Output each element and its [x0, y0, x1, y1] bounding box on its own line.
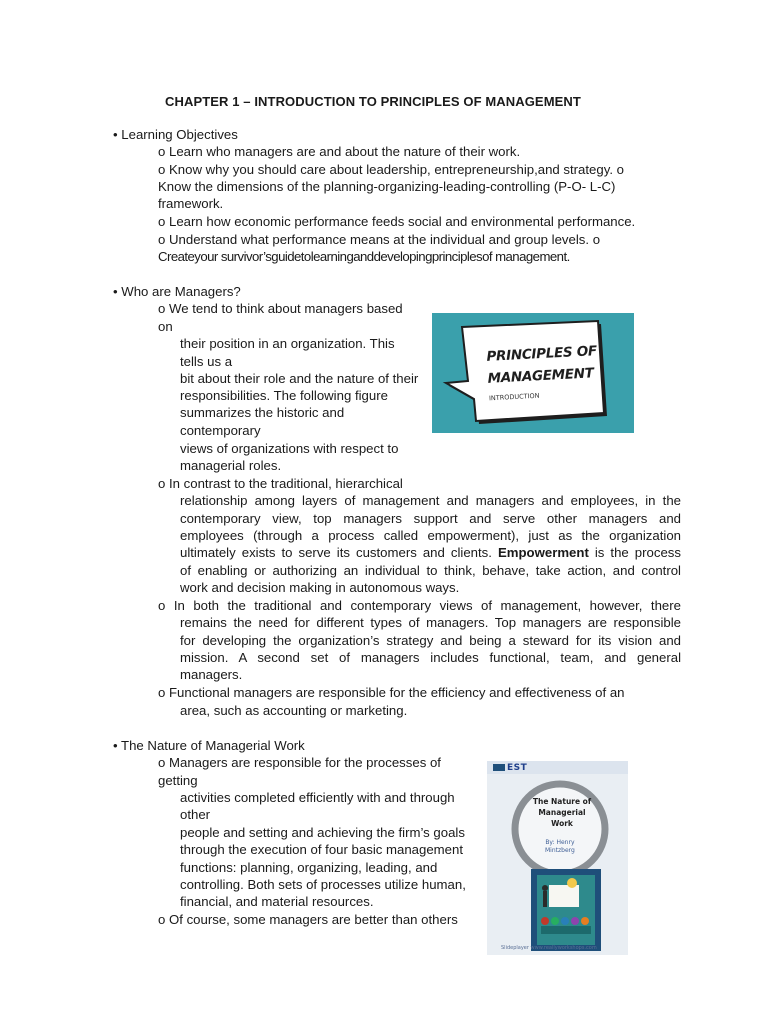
body-line: contemporary [180, 423, 261, 438]
justified-line: for developing the organization’s strategy and being a steward for its vision and [180, 633, 681, 648]
body-line: through the execution of four basic management [180, 842, 463, 857]
section-heading-learning-objectives: • Learning Objectives [113, 127, 238, 142]
empowerment-lead: ultimately exists to serve its customers and clients. [180, 545, 492, 560]
book-author [545, 839, 575, 855]
objective-line: o Learn who managers are and about the nature of their work. [158, 144, 521, 159]
body-line: activities completed efficiently with and through [180, 790, 455, 805]
body-line: o We tend to think about managers based [158, 301, 403, 316]
body-line: other [180, 807, 211, 822]
author-line: Mintzberg [545, 847, 575, 854]
justified-line: o In both the traditional and contemporary views of management, however, there [158, 598, 681, 613]
body-line: summarizes the historic and [180, 405, 345, 420]
body-line: managers. [180, 667, 243, 682]
publisher-logo: EST [507, 763, 528, 773]
figure-title-line: MANAGEMENT [487, 365, 595, 387]
objective-line: framework. [158, 196, 224, 211]
section-heading-who-are-managers: • Who are Managers? [113, 284, 241, 299]
empowerment-line [180, 544, 681, 561]
justified-line: relationship among layers of management and managers and employees, in the [180, 493, 681, 508]
body-line: o Managers are responsible for the processes of [158, 755, 441, 770]
figure-title [486, 340, 599, 390]
justified-line: contemporary view, top managers support and serve other managers and [180, 511, 681, 526]
body-line: o Of course, some managers are better than others [158, 912, 458, 927]
body-line: on [158, 319, 173, 334]
body-line: work and decision making in autonomous ways. [180, 580, 460, 595]
objective-line: o Know why you should care about leadership, entrepreneurship,and strategy. o [158, 162, 625, 177]
body-line: functions: planning, organizing, leading, and [180, 860, 438, 875]
principles-of-management-figure [432, 313, 634, 433]
body-line: getting [158, 773, 198, 788]
objective-line: Createyour survivor’sguidetolearninganddevelopingprinciplesof management. [158, 249, 570, 264]
managerial-work-book-cover [487, 761, 628, 955]
body-line: financial, and material resources. [180, 894, 374, 909]
body-line: o In contrast to the traditional, hierarchical [158, 476, 403, 491]
cover-footer: Slideplayer www.reallyworkshops.com [501, 945, 597, 951]
body-line: responsibilities. The following figure [180, 388, 388, 403]
justified-line: remains the need for different types of managers. Top managers are responsible [180, 615, 681, 630]
figure-title-line: PRINCIPLES OF [486, 343, 598, 365]
book-cover-graphic [487, 761, 628, 955]
author-line: By: Henry [545, 839, 575, 846]
body-line: managerial roles. [180, 458, 282, 473]
body-line: tells us a [180, 354, 233, 369]
empowerment-rest: is the process [594, 545, 681, 560]
body-line: people and setting and achieving the firm’s goals [180, 825, 465, 840]
objective-line: Know the dimensions of the planning-organizing-leading-controlling (P-O- L-C) [158, 179, 616, 194]
book-title: The Nature of Managerial Work [532, 797, 592, 828]
justified-line: of enabling or authorizing an individual to think, behave, take action, and control [180, 563, 681, 578]
body-line: area, such as accounting or marketing. [180, 703, 408, 718]
empowerment-term: Empowerment [497, 545, 589, 560]
body-line: bit about their role and the nature of their [180, 371, 419, 386]
figure-subtitle: INTRODUCTION [488, 391, 540, 403]
body-line: controlling. Both sets of processes utilize human, [180, 877, 466, 892]
body-line: their position in an organization. This [180, 336, 395, 351]
body-line: o Functional managers are responsible for the efficiency and effectiveness of an [158, 685, 625, 700]
objective-line: o Learn how economic performance feeds social and environmental performance. [158, 214, 636, 229]
justified-line: mission. A second set of managers includes functional, team, and general [180, 650, 681, 665]
page-title: CHAPTER 1 – INTRODUCTION TO PRINCIPLES OF MANAGEMENT [165, 94, 581, 109]
objective-line: o Understand what performance means at the individual and group levels. o [158, 232, 601, 247]
section-heading-nature-of-work: • The Nature of Managerial Work [113, 738, 305, 753]
body-line: views of organizations with respect to [180, 441, 399, 456]
justified-line: employees (through a process called empowerment), just as the organization [180, 528, 681, 543]
